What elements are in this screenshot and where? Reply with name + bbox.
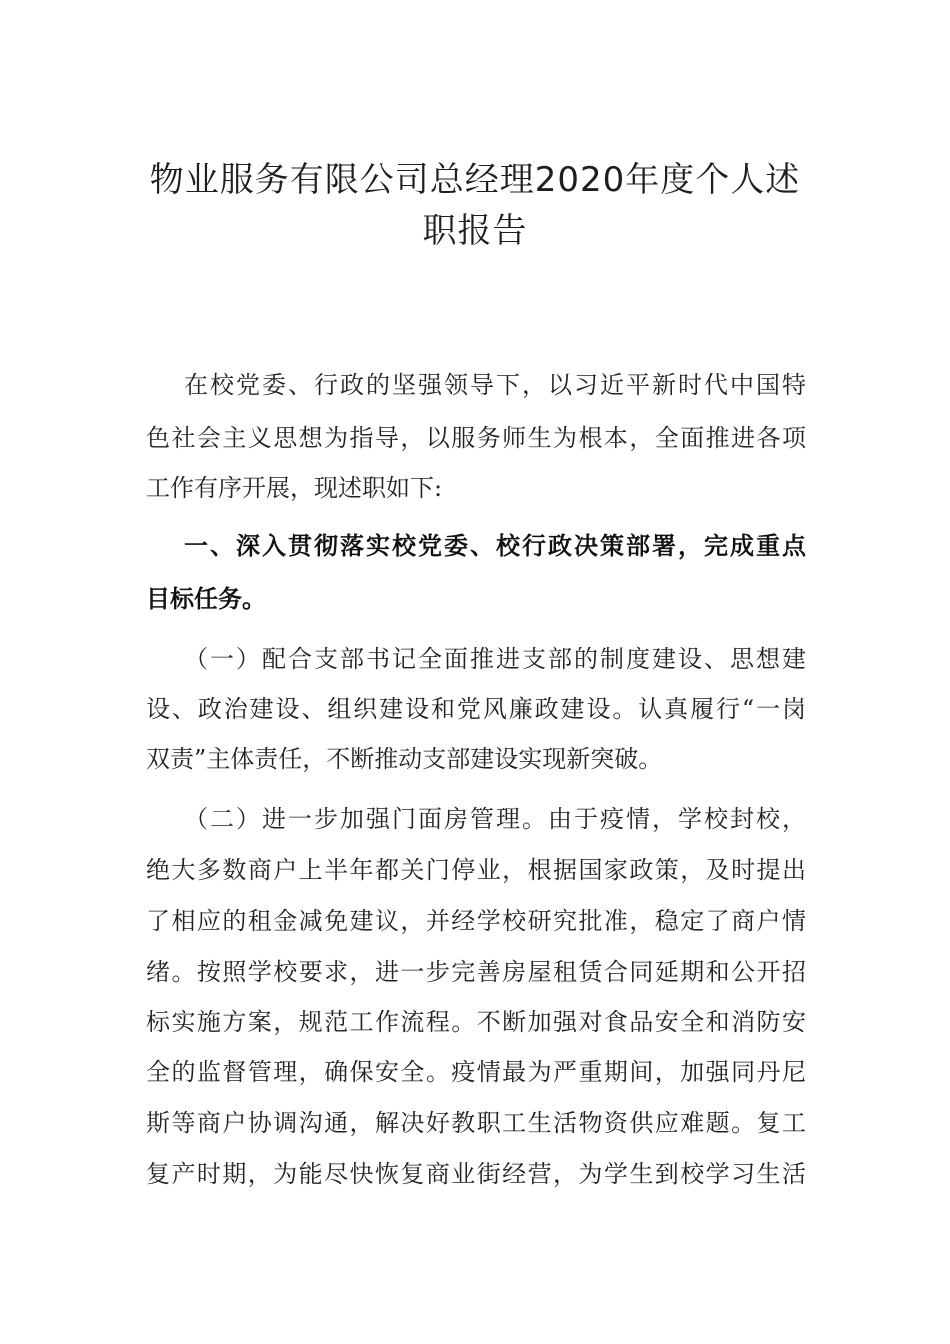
item2-line-8: 复产时期，为能尽快恢复商业街经营，为学生到校学习生活 (146, 1160, 806, 1188)
document-title-line-2: 职报告 (422, 211, 528, 251)
item2-line-1: （二）进一步加强门面房管理。由于疫情，学校封校， (184, 805, 806, 833)
section-heading-line-2: 目标任务。 (146, 585, 266, 613)
intro-line-1: 在校党委、行政的坚强领导下，以习近平新时代中国特 (184, 371, 806, 399)
item2-line-2: 绝大多数商户上半年都关门停业，根据国家政策，及时提出 (146, 856, 806, 884)
document-title-line-1: 物业服务有限公司总经理2020年度个人述 (149, 160, 801, 200)
item1-line-3: 双责”主体责任，不断推动支部建设实现新突破。 (146, 745, 663, 773)
item2-line-3: 了相应的租金减免建议，并经学校研究批准，稳定了商户情 (146, 907, 806, 935)
section-heading-line-1: 一、深入贯彻落实校党委、校行政决策部署，完成重点 (184, 532, 806, 560)
item2-line-4: 绪。按照学校要求，进一步完善房屋租赁合同延期和公开招 (146, 958, 806, 986)
item1-line-2: 设、政治建设、组织建设和党风廉政建设。认真履行“一岗 (146, 695, 806, 723)
item2-line-6: 全的监督管理，确保安全。疫情最为严重期间，加强同丹尼 (146, 1058, 806, 1086)
item2-line-5: 标实施方案，规范工作流程。不断加强对食品安全和消防安 (146, 1008, 806, 1036)
intro-line-3: 工作有序开展，现述职如下: (146, 474, 443, 502)
item2-line-7: 斯等商户协调沟通，解决好教职工生活物资供应难题。复工 (146, 1109, 806, 1137)
intro-line-2: 色社会主义思想为指导，以服务师生为根本，全面推进各项 (146, 424, 806, 452)
item1-line-1: （一）配合支部书记全面推进支部的制度建设、思想建 (184, 645, 806, 673)
